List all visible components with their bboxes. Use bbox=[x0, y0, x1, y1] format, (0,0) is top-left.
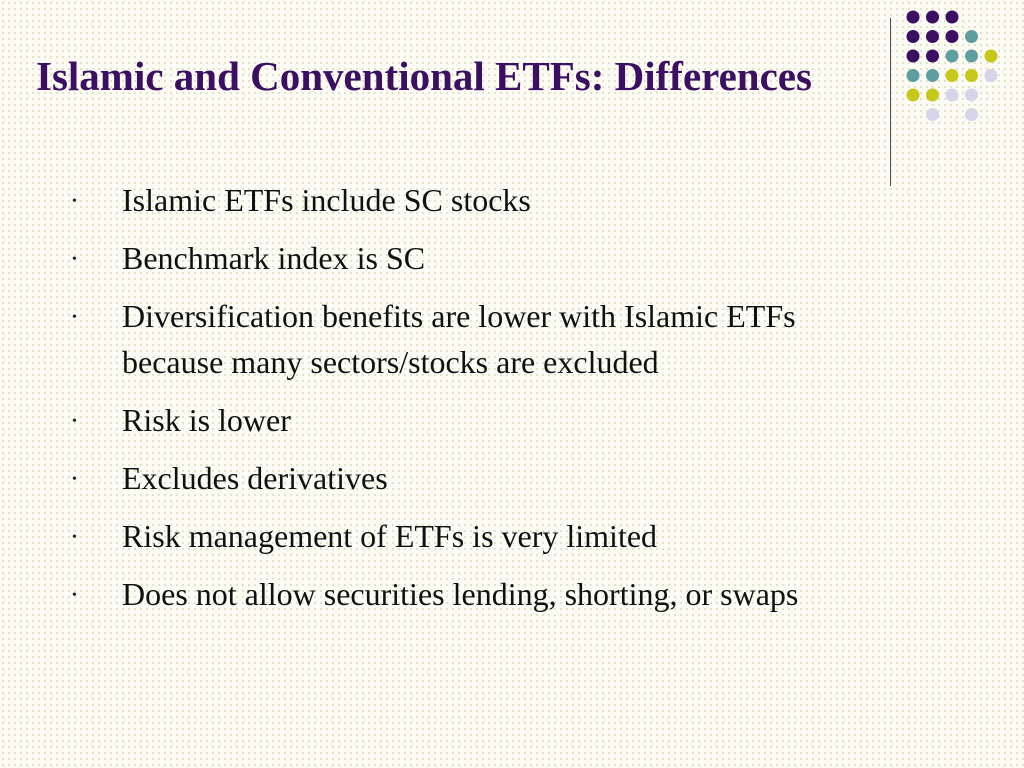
decorative-dot bbox=[907, 69, 920, 82]
bullet-text: Risk management of ETFs is very limited bbox=[122, 518, 658, 554]
bullet-item bbox=[0, 177, 880, 223]
decorative-dot bbox=[965, 108, 978, 121]
decorative-dot bbox=[946, 11, 959, 24]
decorative-dot bbox=[946, 89, 959, 102]
bullet-list bbox=[0, 177, 880, 629]
bullet-item bbox=[0, 235, 880, 281]
bullet-marker: • bbox=[72, 252, 77, 267]
decorative-vertical-rule bbox=[890, 18, 891, 186]
decorative-dot bbox=[965, 69, 978, 82]
bullet-marker: • bbox=[72, 472, 77, 487]
bullet-text: Diversification benefits are lower with Islamic ETFs because many sectors/stocks are excluded bbox=[122, 298, 796, 380]
bullet-marker: • bbox=[72, 588, 77, 603]
bullet-item bbox=[0, 571, 880, 617]
decorative-dot bbox=[907, 50, 920, 63]
decorative-dot bbox=[926, 30, 939, 43]
bullet-marker: • bbox=[72, 194, 77, 209]
bullet-marker: • bbox=[72, 530, 77, 545]
decorative-dot bbox=[946, 50, 959, 63]
decorative-dot bbox=[907, 30, 920, 43]
bullet-item bbox=[0, 293, 880, 385]
bullet-text: Excludes derivatives bbox=[122, 460, 388, 496]
slide-title: Islamic and Conventional ETFs: Differences bbox=[36, 53, 812, 99]
decorative-dot bbox=[965, 30, 978, 43]
bullet-item bbox=[0, 455, 880, 501]
bullet-text: Risk is lower bbox=[122, 402, 291, 438]
decorative-dot-grid bbox=[902, 6, 1022, 166]
decorative-dot bbox=[907, 89, 920, 102]
decorative-dot bbox=[926, 50, 939, 63]
bullet-item bbox=[0, 513, 880, 559]
decorative-dot bbox=[926, 108, 939, 121]
decorative-dot bbox=[946, 30, 959, 43]
bullet-marker: • bbox=[72, 310, 77, 325]
bullet-text: Benchmark index is SC bbox=[122, 240, 426, 276]
decorative-dot bbox=[965, 89, 978, 102]
decorative-dot bbox=[965, 50, 978, 63]
decorative-dot bbox=[926, 89, 939, 102]
decorative-dot bbox=[926, 69, 939, 82]
decorative-dot bbox=[926, 11, 939, 24]
decorative-dot bbox=[985, 50, 998, 63]
decorative-dot bbox=[946, 69, 959, 82]
bullet-text: Islamic ETFs include SC stocks bbox=[122, 182, 531, 218]
decorative-dot bbox=[907, 11, 920, 24]
bullet-item bbox=[0, 397, 880, 443]
decorative-dot bbox=[985, 69, 998, 82]
bullet-marker: • bbox=[72, 414, 77, 429]
bullet-text: Does not allow securities lending, shorting, or swaps bbox=[122, 576, 799, 612]
